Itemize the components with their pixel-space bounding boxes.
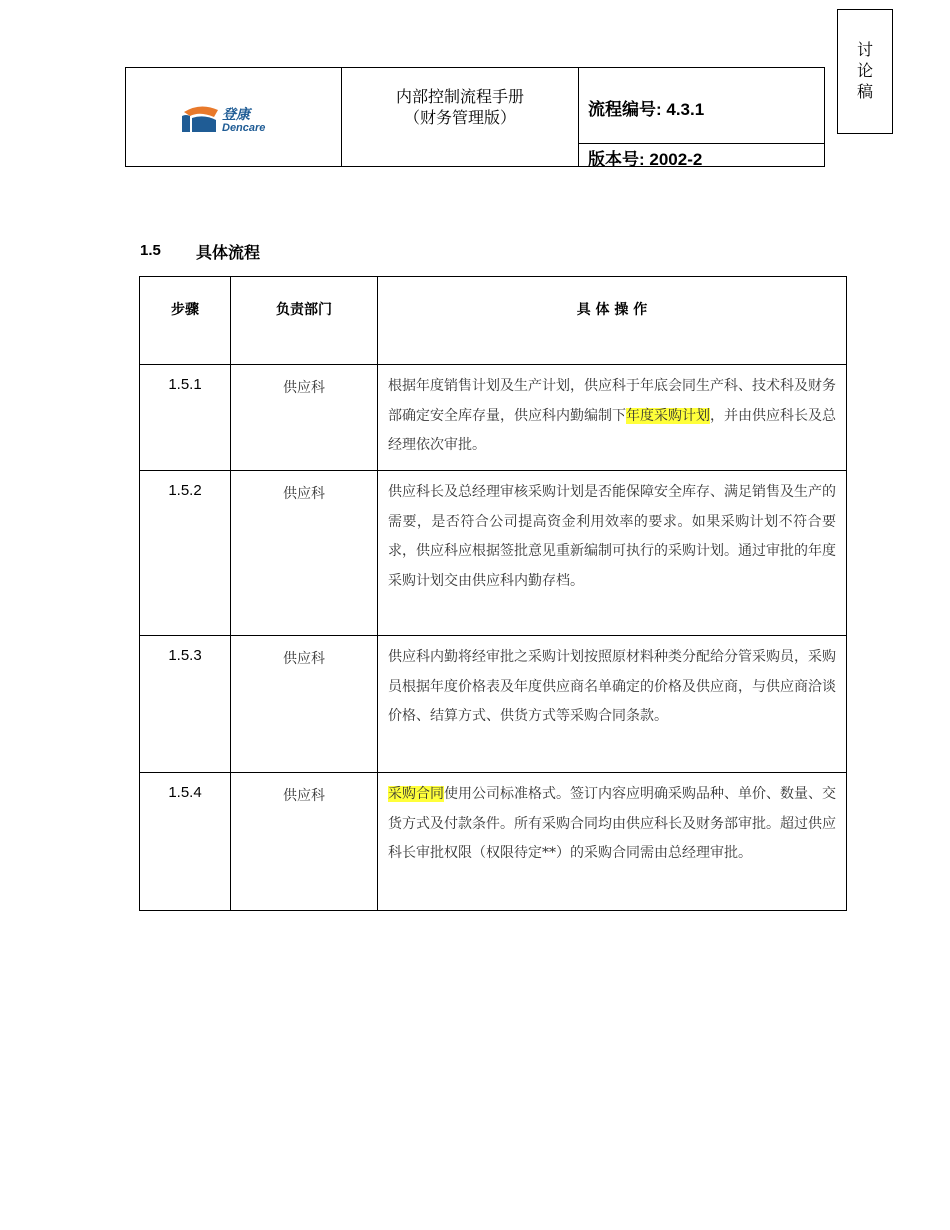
document-header (125, 67, 825, 167)
operation-text-part: ，并由供应科长及总经理依次审批。 (388, 407, 836, 453)
manual-subtitle: （财务管理版） (403, 108, 516, 127)
logo-icon (180, 102, 220, 138)
step-number: 1.5.4 (140, 773, 231, 911)
operation-text (378, 773, 847, 911)
column-header-step: 步骤 (140, 277, 231, 365)
process-code-cell (579, 68, 824, 144)
department: 供应科 (231, 773, 378, 911)
stamp-char: 论 (856, 61, 873, 80)
department: 供应科 (231, 636, 378, 773)
logo-cell (126, 68, 342, 166)
column-header-operation: 具 体 操 作 (378, 277, 847, 365)
section-title: 具体流程 (196, 243, 261, 262)
company-logo (180, 102, 276, 138)
version-cell (579, 144, 824, 169)
step-number: 1.5.2 (140, 471, 231, 636)
department: 供应科 (231, 365, 378, 471)
step-number: 1.5.3 (140, 636, 231, 773)
logo-en-text: Dencare (222, 122, 266, 134)
table-row (140, 636, 847, 773)
operation-text-part: 使用公司标准格式。签订内容应明确采购品种、单价、数量、交货方式及付款条件。所有采购合同均由供应科长及财务部审批。超过供应科长审批权限（权限待定**）的采购合同需由总经理审批。 (388, 786, 836, 861)
table-row (140, 773, 847, 911)
table-header-row (140, 277, 847, 365)
operation-text: 供应科内勤将经审批之采购计划按照原材料种类分配给分管采购员，采购员根据年度价格表及年度供应商名单确定的价格及供应商，与供应商洽谈价格、结算方式、供货方式等采购合同条款。 (378, 636, 847, 773)
highlighted-term: 采购合同 (388, 786, 444, 802)
operation-text: 供应科长及总经理审核采购计划是否能保障安全库存、满足销售及生产的需要，是否符合公司提高资金利用效率的要求。如果采购计划不符合要求，供应科应根据签批意见重新编制可执行的采购计划。通过审批的年度采购计划交由供应科内勤存档。 (378, 471, 847, 636)
department: 供应科 (231, 471, 378, 636)
section-number: 1.5 (140, 242, 161, 259)
manual-title-cell (342, 68, 579, 166)
operation-text (378, 365, 847, 471)
manual-title: 内部控制流程手册 (395, 87, 524, 106)
table-row (140, 471, 847, 636)
table-row (140, 365, 847, 471)
procedure-table (139, 276, 847, 911)
logo-cn-text: 登康 (222, 107, 250, 123)
process-code: 流程编号: 4.3.1 (588, 100, 705, 119)
version-number: 版本号: 2002-2 (588, 150, 703, 169)
stamp-char: 稿 (856, 82, 873, 101)
draft-stamp (837, 9, 893, 134)
step-number: 1.5.1 (140, 365, 231, 471)
highlighted-term: 年度采购计划 (626, 407, 710, 424)
column-header-dept: 负责部门 (231, 277, 378, 365)
operation-text-part: 根据年度销售计划及生产计划，供应科于年底会同生产科、技术科及财务部确定安全库存量，供应科内勤编制下 (388, 378, 836, 424)
stamp-char: 讨 (856, 40, 873, 59)
